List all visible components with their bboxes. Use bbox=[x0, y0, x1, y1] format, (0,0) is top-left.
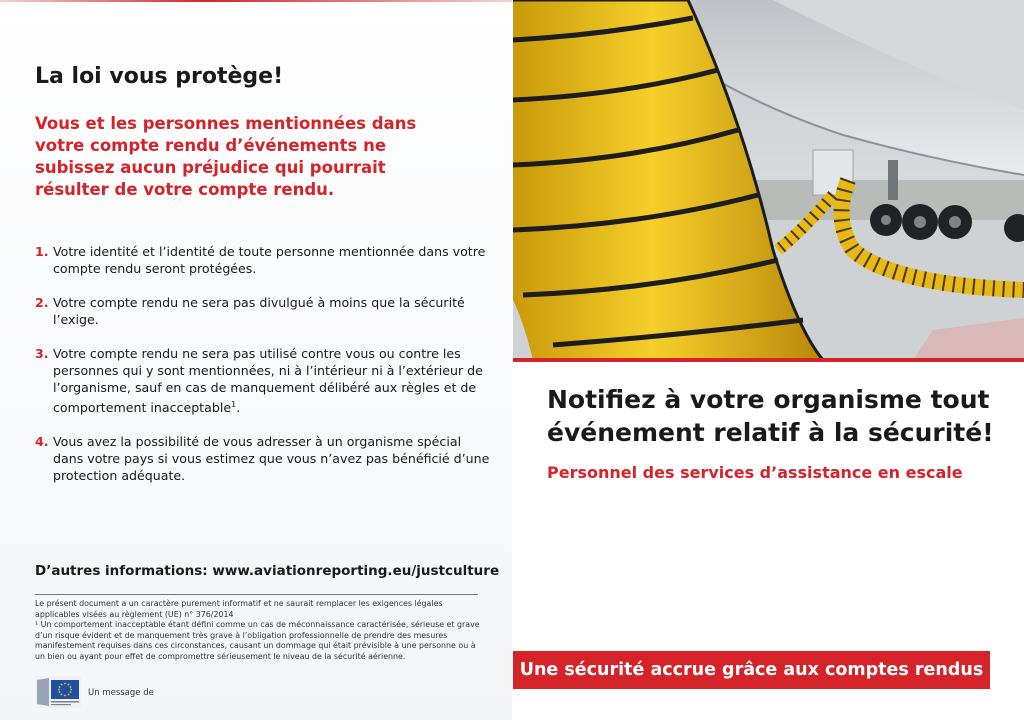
slogan-banner: Une sécurité accrue grâce aux comptes rendus bbox=[513, 651, 990, 689]
footnote-marker: 1 bbox=[231, 400, 237, 409]
main-headline: Notifiez à votre organisme tout événement relatif à la sécurité! bbox=[547, 385, 994, 447]
protection-list bbox=[35, 243, 495, 501]
list-item bbox=[35, 294, 495, 328]
item-text: Vous avez la possibilité de vous adresser à un organisme spécial dans votre pays si vous estimez que vous n’avez pas bénéficié d’une protection adéquate. bbox=[53, 434, 490, 484]
list-item bbox=[35, 345, 495, 416]
footnotes bbox=[35, 599, 480, 662]
more-info-link[interactable]: D’autres informations: www.aviationreporting.eu/justculture bbox=[35, 563, 500, 579]
message-from-label: Un message de bbox=[88, 688, 154, 698]
top-accent-line bbox=[0, 0, 512, 2]
item-text: Votre identité et l’identité de toute personne mentionnée dans votre compte rendu seront protégées. bbox=[53, 244, 486, 276]
footnote-definition: ¹ Un comportement inacceptable étant défini comme un cas de méconnaissance caractérisée, sérieuse et grave d’un risque évident et de manquement très grave à l’obligation professionnelle de prendre des mesures manifestement requises dans ces circonstances, causant un dommage qui était prévisible à une personne ou à un bien ou ayant pour effet de compromettre sérieusement le niveau de la sécurité aérienne. bbox=[35, 620, 480, 661]
hose-aircraft-photo bbox=[513, 0, 1024, 360]
list-item bbox=[35, 243, 495, 277]
item-number: 3. bbox=[35, 346, 49, 361]
photo-accent-line bbox=[513, 358, 1024, 362]
item-text-end: . bbox=[236, 400, 241, 416]
left-title: La loi vous protège! bbox=[35, 64, 284, 89]
footnote-divider bbox=[35, 594, 478, 595]
item-text: Votre compte rendu ne sera pas divulgué à moins que la sécurité l’exige. bbox=[53, 295, 465, 327]
lead-statement: Vous et les personnes mentionnées dans votre compte rendu d’événements ne subissez aucun préjudice qui pourrait résulter de votre compte rendu. bbox=[35, 114, 417, 199]
item-number: 1. bbox=[35, 244, 49, 259]
item-number: 4. bbox=[35, 434, 49, 450]
eu-commission-logo-icon bbox=[35, 676, 81, 708]
audience-subheadline: Personnel des services d’assistance en escale bbox=[547, 463, 963, 482]
item-number: 2. bbox=[35, 295, 49, 310]
footnote-disclaimer: Le présent document a un caractère purement informatif et ne saurait remplacer les exigences légales applicables visées au règlement (UE) n° 376/2014 bbox=[35, 599, 443, 619]
item-text: Votre compte rendu ne sera pas utilisé contre vous ou contre les personnes qui y sont mentionnées, ni à l’intérieur ni à l’extérieur de l’organisme, sauf en cas de manquement délibéré aux règles et de comportement inacceptable bbox=[53, 346, 483, 416]
list-item bbox=[35, 433, 495, 484]
